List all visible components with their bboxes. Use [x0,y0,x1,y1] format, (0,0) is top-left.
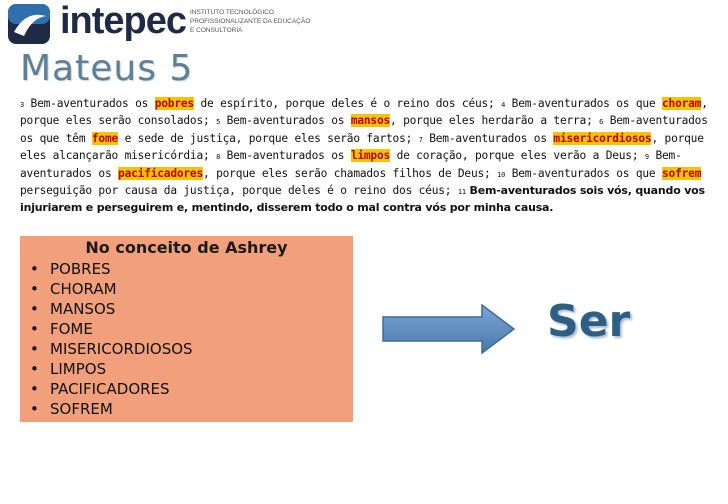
verse-number: 9 [644,153,649,162]
verse-number: 3 [20,101,25,109]
logo-subtitle-line: INSTITUTO TECNOLÓGICO [190,9,274,16]
verse-segment: Bem-aventurados os [220,149,351,163]
list-item: • PACIFICADORES [30,379,343,399]
logo-name: intepec [60,0,187,42]
intepec-logo [6,0,311,46]
verse-segment: de espírito, porque deles é o reino dos céus; [193,97,502,110]
verse-number: 10 [497,170,506,179]
verse-segment: , porque eles serão chamados filhos de Deus; [203,166,498,180]
verse-segment: , porque eles herdarão a terra; [390,114,600,128]
verse-number: 7 [418,135,423,144]
list-item: • POBRES [30,259,343,279]
highlighted-word: pobres [154,97,194,110]
highlighted-word: sofrem [662,166,702,180]
slide-title: Mateus 5 [20,48,194,89]
verse-segment: e sede de justiça, porque eles serão fartos; [118,131,419,145]
right-arrow-icon [382,304,516,354]
list-item: • MANSOS [30,299,343,319]
ashrey-list [30,259,343,419]
list-item: • FOME [30,319,343,339]
list-item: • MISERICORDIOSOS [30,339,343,359]
highlighted-word: misericordiosos [553,131,652,145]
highlighted-word: choram [662,97,702,110]
verse-segment: Bem-aventurados os [422,131,554,145]
panel-title: No conceito de Ashrey [85,238,288,257]
verse-bold-segment: Bem-aventurados sois vós, quando vos injuriarem e perseguirem e, mentindo, disserem todo o mal contra vós por minha causa. [20,184,705,215]
verse-number: 8 [216,153,221,162]
verse-segment: perseguição por causa da justiça, porque deles é o reino dos céus; [20,184,458,198]
logo-subtitle-line: PROFISSIONALIZANTE DA EDUCAÇÃO [190,18,311,25]
logo-subtitle [190,8,310,35]
verse-number: 11 [457,188,466,197]
verse-number: 5 [216,118,221,127]
verse-segment: , porque eles serão consolados; [20,97,708,128]
verse-number: 6 [599,118,604,127]
verse-segment: Bem-aventurados os [220,114,351,128]
highlighted-word: pacificadores [118,166,204,180]
verse-segment: de coração, porque eles verão a Deus; [390,149,645,163]
verse-number: 4 [501,101,506,109]
highlighted-word: fome [91,131,119,145]
verse-segment: Bem-aventurados os [20,149,682,180]
logo-subtitle-line: E CONSULTORIA [190,27,243,34]
verse-segment: , porque eles alcançarão misericórdia; [20,131,704,163]
verse-text [20,96,720,217]
verse-segment: Bem-aventurados os [24,97,155,110]
list-item: • LIMPOS [30,359,343,379]
verse-segment: Bem-aventurados os que [505,97,662,110]
list-item: • SOFREM [30,399,343,419]
highlighted-word: mansos [350,114,391,128]
result-word: Ser [547,296,631,347]
intepec-logo-icon [6,2,52,46]
verse-segment: Bem-aventurados os que têm [20,114,708,145]
highlighted-word: limpos [350,149,391,163]
ashrey-panel [20,236,353,422]
verse-segment: Bem-aventurados os que [505,166,663,180]
list-item: • CHORAM [30,279,343,299]
